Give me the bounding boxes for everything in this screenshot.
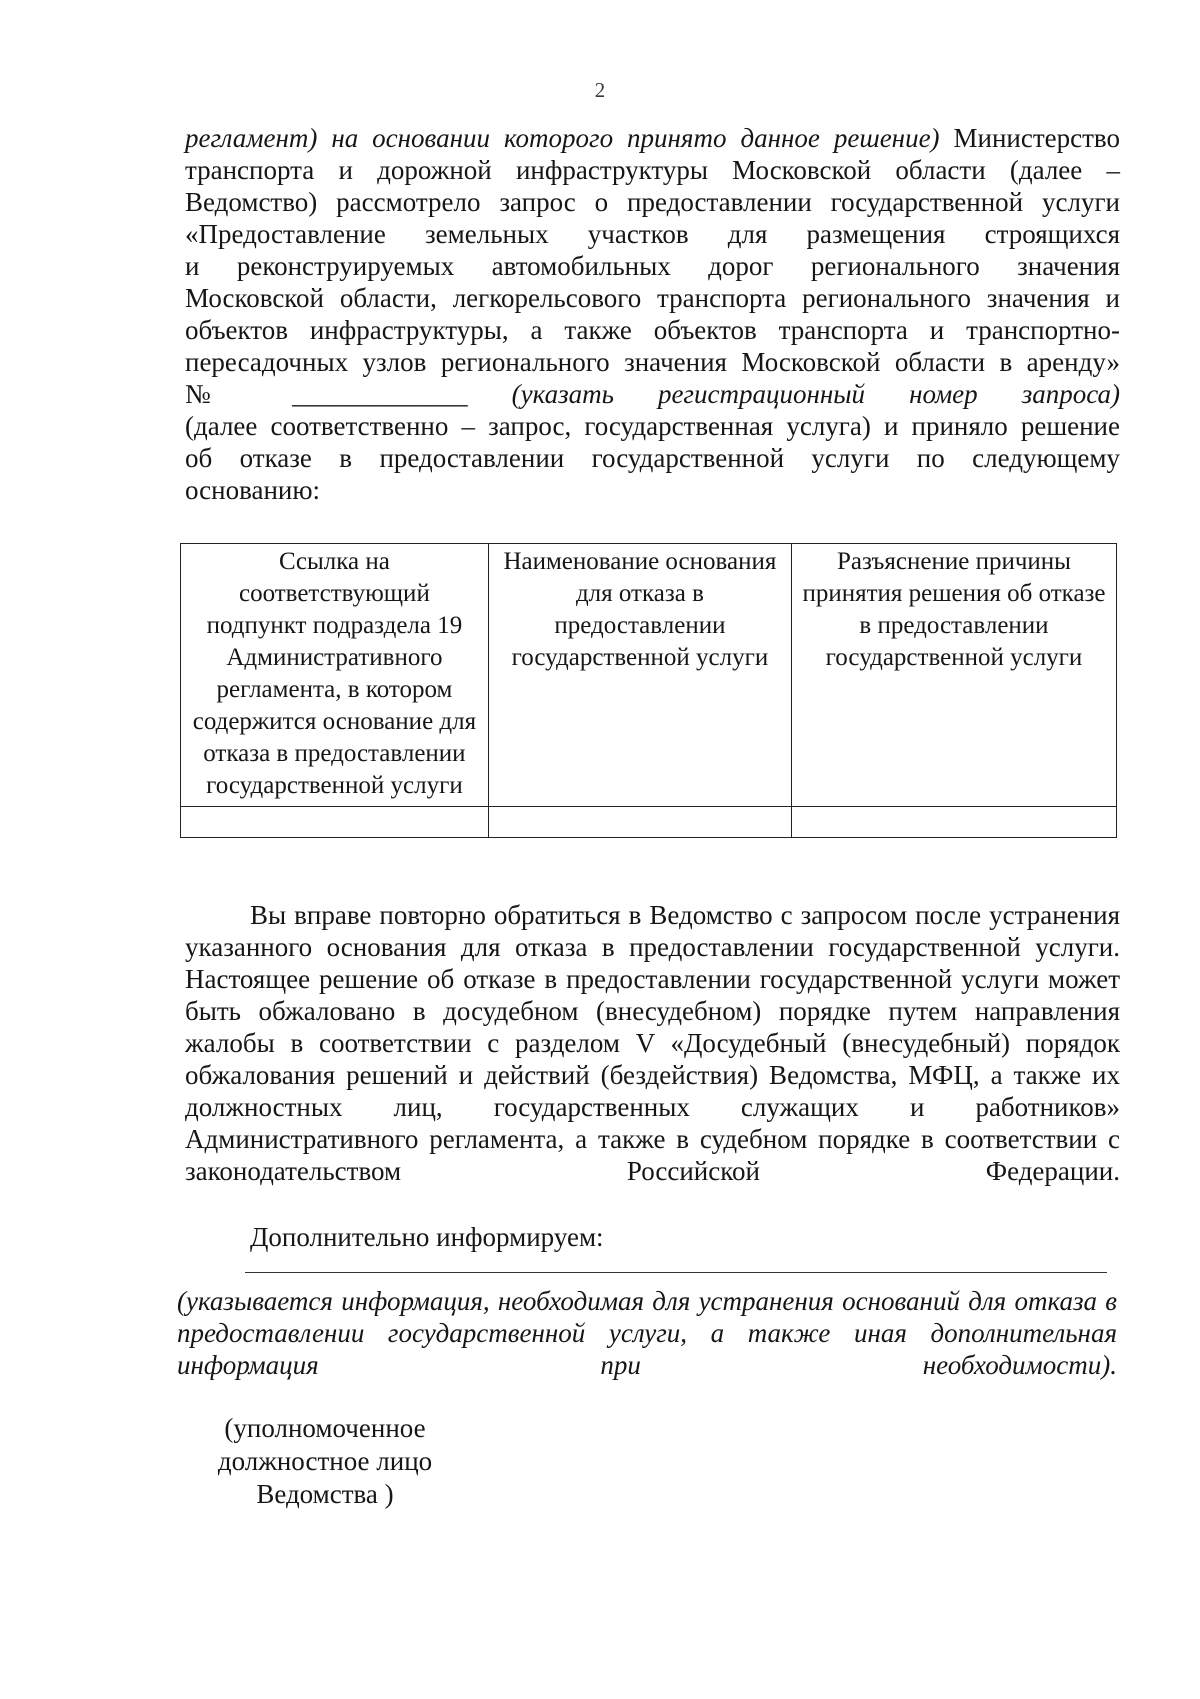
paragraph-line: основанию: bbox=[185, 475, 321, 505]
refusal-reasons-table bbox=[180, 543, 1117, 838]
number-hint: (указать регистрационный номер запроса) bbox=[511, 379, 1121, 409]
request-number-line bbox=[185, 378, 1120, 410]
decision-paragraph bbox=[185, 122, 1120, 506]
number-blank: _____________ bbox=[292, 379, 468, 409]
header-reason-name: Наименование основания для отказа в предоставлении государственной услуги bbox=[488, 544, 791, 807]
table-header-row bbox=[181, 544, 1117, 807]
paragraph-line: пересадочных узлов регионального значения Московской области в аренду» bbox=[185, 347, 1120, 377]
table-row bbox=[181, 807, 1117, 838]
italic-fragment: регламент) на основании которого принято данное решение) bbox=[185, 123, 940, 153]
additional-info-heading: Дополнительно информируем: bbox=[250, 1222, 604, 1252]
table-cell bbox=[791, 807, 1116, 838]
signature-line: (уполномоченное bbox=[224, 1413, 426, 1443]
paragraph-line: (далее соответственно – запрос, государственная услуга) и приняло решение bbox=[185, 411, 1120, 441]
paragraph-line: Ведомство) рассмотрело запрос о предоставлении государственной услуги bbox=[185, 187, 1120, 217]
signature-line: должностное лицо bbox=[217, 1446, 433, 1476]
paragraph-line bbox=[185, 122, 1120, 154]
paragraph-line: и реконструируемых автомобильных дорог регионального значения bbox=[185, 251, 1120, 281]
table-cell bbox=[488, 807, 791, 838]
appeal-paragraph: Вы вправе повторно обратиться в Ведомство с запросом после устранения указанного основания для отказа в предоставлении государственной услуги. Настоящее решение об отказе в предоставлении государственной услуги может быть обжаловано в досудебном (внесудебном) порядке путем направления жалобы в соответствии с разделом V «Досудебный (внесудебный) порядок обжалования решений и действий (бездействия) Ведомства, МФЦ, а также их должностных лиц, государственных служащих и работников» Административного регламента, а также в судебном порядке в соответствии с законодательством Российской Федерации. bbox=[185, 900, 1120, 1186]
signature-line: Ведомства ) bbox=[256, 1479, 394, 1509]
ministry-word: Министерство bbox=[953, 123, 1121, 153]
paragraph-line: Московской области, легкорельсового транспорта регионального значения и bbox=[185, 283, 1120, 313]
header-reference: Ссылка на соответствующий подпункт подраздела 19 Административного регламента, в котором содержится основание для отказа в предоставлении государственной услуги bbox=[181, 544, 489, 807]
number-sign: № bbox=[185, 379, 249, 409]
fill-in-line bbox=[245, 1272, 1107, 1273]
table-cell bbox=[181, 807, 489, 838]
paragraph-line: об отказе в предоставлении государственной услуги по следующему bbox=[185, 443, 1120, 473]
paragraph-line: транспорта и дорожной инфраструктуры Московской области (далее – bbox=[185, 155, 1120, 185]
paragraph-line: объектов инфраструктуры, а также объектов транспорта и транспортно- bbox=[185, 315, 1120, 345]
paragraph-line: «Предоставление земельных участков для размещения строящихся bbox=[185, 219, 1120, 249]
additional-info-hint: (указывается информация, необходимая для устранения оснований для отказа в предоставлении государственной услуги, а также иная дополнительная информация при необходимости). bbox=[177, 1286, 1117, 1380]
header-explanation: Разъяснение причины принятия решения об отказе в предоставлении государственной услуги bbox=[791, 544, 1116, 807]
page-number: 2 bbox=[594, 78, 606, 102]
signature-block bbox=[205, 1412, 445, 1511]
